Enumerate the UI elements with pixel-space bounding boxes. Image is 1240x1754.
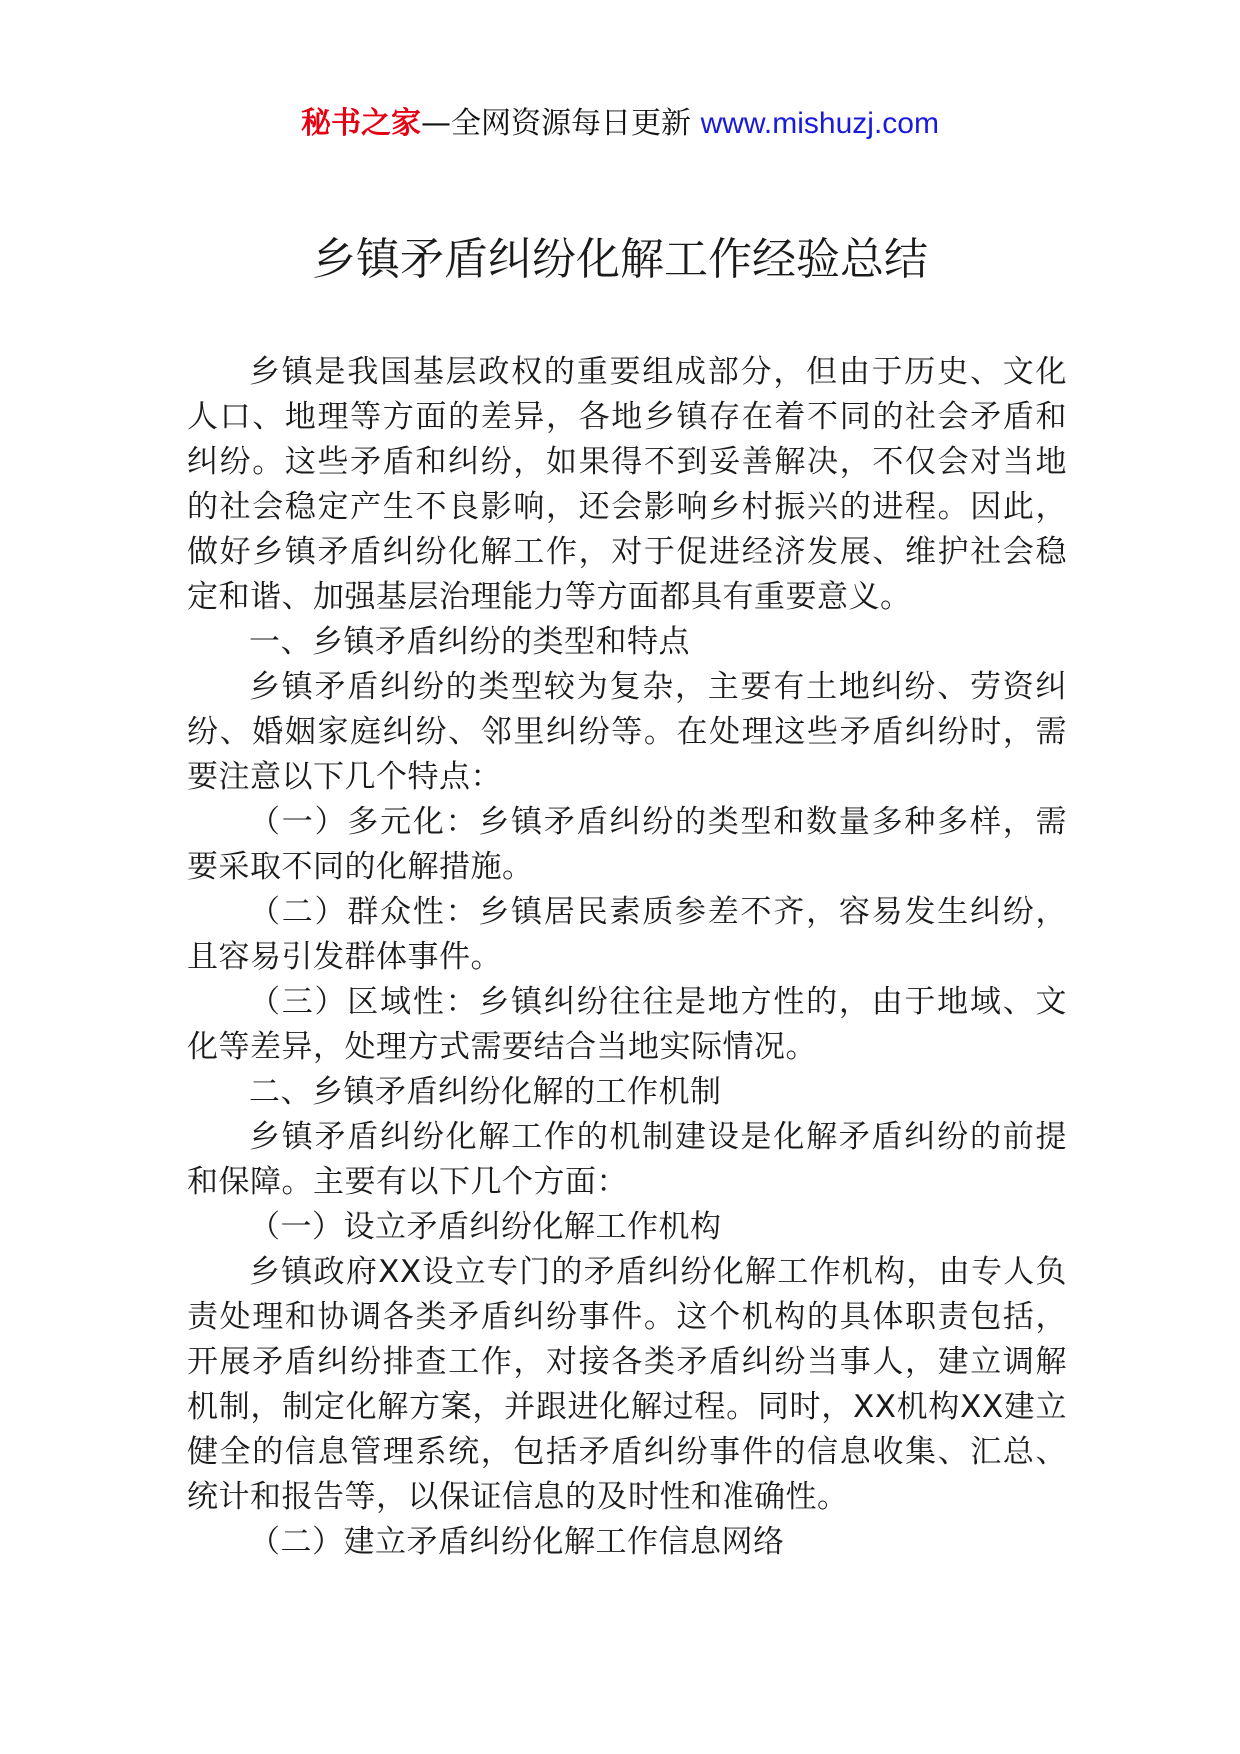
paragraph: 乡镇政府XX设立专门的矛盾纠纷化解工作机构，由专人负责处理和协调各类矛盾纠纷事件。这个机构的具体职责包括，开展矛盾纠纷排查工作，对接各类矛盾纠纷当事人，建立调解机制，制定化解方案，并跟进化解过程。同时，XX机构XX建立健全的信息管理系统，包括矛盾纠纷事件的信息收集、汇总、统计和报告等，以保证信息的及时性和准确性。 (187, 1254, 1067, 1515)
list-item: （一）多元化：乡镇矛盾纠纷的类型和数量多种多样，需要采取不同的化解措施。 (187, 804, 1067, 885)
section-heading-2: 二、乡镇矛盾纠纷化解的工作机制 (249, 1074, 722, 1110)
paragraph: 乡镇矛盾纠纷化解工作的机制建设是化解矛盾纠纷的前提和保障。主要有以下几个方面： (187, 1119, 1067, 1200)
paragraph-intro: 乡镇是我国基层政权的重要组成部分，但由于历史、文化人口、地理等方面的差异，各地乡镇存在着不同的社会矛盾和纠纷。这些矛盾和纠纷，如果得不到妥善解决，不仅会对当地的社会稳定产生不良影响，还会影响乡村振兴的进程。因此，做好乡镇矛盾纠纷化解工作，对于促进经济发展、维护社会稳定和谐、加强基层治理能力等方面都具有重要意义。 (187, 354, 1067, 615)
header-tagline: —全网资源每日更新 (421, 106, 701, 141)
document-body (187, 350, 1067, 1565)
paragraph: 乡镇矛盾纠纷的类型较为复杂，主要有土地纠纷、劳资纠纷、婚姻家庭纠纷、邻里纠纷等。在处理这些矛盾纠纷时，需要注意以下几个特点： (187, 669, 1067, 795)
subsection-heading: （一）设立矛盾纠纷化解工作机构 (249, 1209, 722, 1245)
header-brand: 秘书之家 (301, 106, 422, 141)
watermark-header (0, 100, 1240, 148)
section-heading-1: 一、乡镇矛盾纠纷的类型和特点 (249, 624, 690, 660)
document-title: 乡镇矛盾纠纷化解工作经验总结 (312, 234, 928, 285)
list-item: （三）区域性：乡镇纠纷往往是地方性的，由于地域、文化等差异，处理方式需要结合当地实际情况。 (187, 984, 1067, 1065)
subsection-heading: （二）建立矛盾纠纷化解工作信息网络 (249, 1524, 785, 1560)
list-item: （二）群众性：乡镇居民素质参差不齐，容易发生纠纷，且容易引发群体事件。 (187, 894, 1067, 975)
header-url-link[interactable]: www.mishuzj.com (700, 107, 939, 140)
